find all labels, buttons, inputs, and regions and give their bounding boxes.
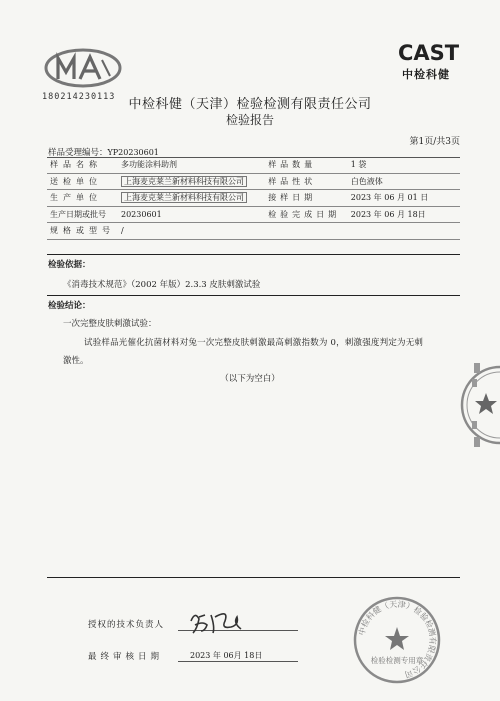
svg-text:CAST: CAST — [398, 41, 460, 64]
divider — [47, 254, 460, 255]
info-value — [118, 190, 256, 207]
info-label: 生产日期或批号 — [47, 206, 118, 223]
cast-subtitle: 中检科健 — [402, 68, 450, 81]
cell-gap — [256, 190, 265, 207]
company-name: 中检科健（天津）检验检测有限责任公司 — [128, 97, 372, 112]
accept-number-value: YP20230601 — [107, 148, 159, 157]
info-value-text: 上海麦克莱兰新材料科技有限公司 — [121, 176, 247, 187]
cma-seal-icon — [44, 48, 122, 88]
info-value-2: 1 袋 — [348, 157, 460, 173]
footer-divider — [47, 577, 460, 578]
svg-text:检验检测专用章: 检验检测专用章 — [370, 656, 424, 665]
info-value-2 — [348, 223, 460, 240]
info-row — [47, 206, 460, 223]
cma-code: 180214230113 — [42, 92, 116, 102]
info-label-2: 样品数量 — [265, 157, 348, 173]
info-value — [118, 157, 256, 173]
authorized-label: 授权的技术负责人 — [88, 620, 165, 630]
final-date-value: 2023 年 06月 18日 — [190, 651, 263, 660]
info-value-text: 20230601 — [121, 209, 162, 219]
info-label-2: 样品性状 — [265, 173, 348, 190]
info-value — [118, 206, 256, 223]
accept-number-label: 样品受理编号： — [48, 148, 108, 158]
svg-text:中检科健（天津）检验检测有限责任公司: 中检科健（天津）检验检测有限责任公司 — [357, 599, 438, 680]
final-date-label: 最终审核日期 — [88, 652, 164, 662]
info-label-2: 接样日期 — [265, 190, 348, 207]
divider — [47, 295, 460, 296]
info-row — [47, 190, 460, 207]
info-value — [118, 173, 256, 190]
info-value-2: 白色液体 — [348, 173, 460, 190]
info-value-text: 上海麦克莱兰新材料科技有限公司 — [121, 192, 247, 203]
info-value — [118, 223, 256, 240]
cast-logo-icon — [398, 38, 460, 64]
conclusion-line-2: 激性。 — [63, 356, 89, 366]
info-label: 样品名称 — [47, 157, 118, 173]
conclusion-title: 检验结论： — [48, 301, 91, 311]
info-label-2: 检验完成日期 — [265, 206, 348, 223]
official-seal-icon — [352, 595, 442, 685]
blank-marker: （以下为空白） — [220, 374, 280, 384]
report-title: 检验报告 — [225, 113, 274, 127]
signature-icon — [185, 607, 250, 637]
info-row — [47, 223, 460, 240]
page-number: 第1页/共3页 — [409, 137, 460, 147]
basis-text: 《消毒技术规范》（2002 年版）2.3.3 皮肤刺激试验 — [63, 280, 261, 290]
final-date-line — [178, 661, 298, 662]
cell-gap — [256, 157, 265, 173]
cell-gap — [256, 173, 265, 190]
info-value-text: / — [121, 226, 124, 236]
partial-seal-icon — [458, 345, 500, 465]
info-value-2: 2023 年 06 月 18日 — [348, 206, 460, 223]
info-label: 送检单位 — [47, 173, 118, 190]
info-value-2: 2023 年 06 月 01 日 — [348, 190, 460, 207]
sample-info-table — [47, 157, 460, 240]
info-value-text: 多功能涂料助剂 — [121, 160, 177, 170]
basis-title: 检验依据： — [48, 260, 91, 270]
conclusion-line-1: 试验样品光催化抗菌材料对兔一次完整皮肤刺激最高刺激指数为 0，刺激强度判定为无刺 — [84, 338, 424, 348]
conclusion-subtitle: 一次完整皮肤刺激试验： — [63, 319, 157, 329]
info-row — [47, 173, 460, 190]
info-row — [47, 157, 460, 173]
cell-gap — [256, 223, 265, 240]
info-label: 生产单位 — [47, 190, 118, 207]
info-label: 规格或型号 — [47, 223, 118, 240]
info-label-2 — [265, 223, 348, 240]
cell-gap — [256, 206, 265, 223]
